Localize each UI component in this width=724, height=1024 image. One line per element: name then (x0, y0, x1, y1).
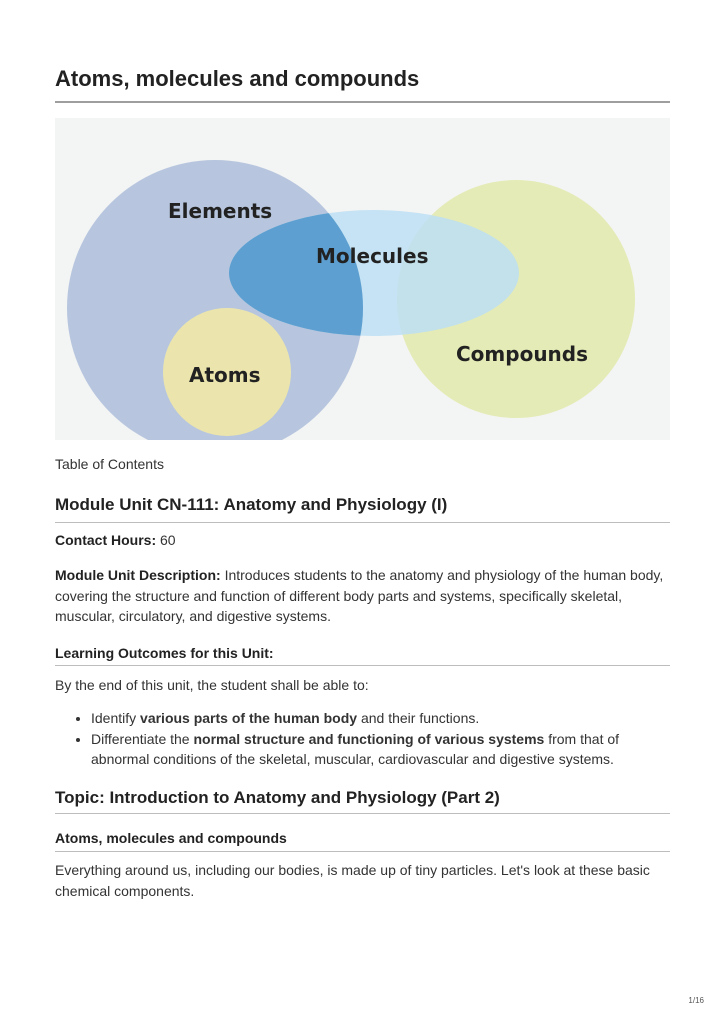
section-heading: Atoms, molecules and compounds (55, 830, 287, 846)
list-item (91, 708, 671, 729)
description-text: Introduces students to the anatomy and physiology of the human body, covering the structure and function of different body parts and systems, specifically skeletal, muscular, circulatory, and digestive systems. (55, 567, 664, 624)
elements-label: Elements (168, 199, 273, 223)
compounds-label: Compounds (456, 342, 589, 366)
module-description (55, 565, 670, 627)
module-heading-divider (55, 522, 670, 523)
outcomes-list (55, 708, 671, 770)
outcome-text: Differentiate the (91, 730, 194, 747)
outcomes-heading: Learning Outcomes for this Unit: (55, 645, 274, 661)
outcome-emphasis: normal structure and functioning of various systems (193, 730, 545, 747)
description-label: Module Unit Description: (55, 567, 221, 583)
outcomes-divider (55, 665, 670, 666)
molecules-label: Molecules (316, 244, 429, 268)
contact-hours (55, 530, 670, 551)
topic-heading-divider (55, 813, 670, 814)
outcome-text: Identify (91, 710, 141, 726)
section-text: Everything around us, including our bodies, is made up of tiny particles. Let's look at these basic chemical components. (55, 862, 650, 899)
page-number: 1/16 (688, 996, 704, 1005)
contact-hours-label: Contact Hours: (55, 532, 157, 548)
venn-diagram-svg (55, 118, 670, 440)
outcome-text: from that of abnormal conditions of the skeletal, muscular, cardiovascular and digestive systems. (91, 730, 620, 767)
list-item (91, 729, 671, 770)
page-title: Atoms, molecules and compounds (55, 66, 420, 91)
topic-heading: Topic: Introduction to Anatomy and Physiology (Part 2) (55, 788, 500, 807)
outcome-text: and their functions. (357, 710, 480, 726)
section-heading-divider (55, 851, 670, 852)
atoms-label: Atoms (189, 363, 261, 387)
outcome-emphasis: various parts of the human body (140, 710, 358, 726)
contact-hours-value: 60 (160, 532, 176, 548)
title-divider (55, 101, 670, 103)
module-heading: Module Unit CN-111: Anatomy and Physiology (I) (55, 495, 448, 514)
table-of-contents-link[interactable]: Table of Contents (55, 456, 164, 472)
venn-diagram (55, 118, 670, 440)
outcomes-intro: By the end of this unit, the student shall be able to: (55, 677, 369, 693)
